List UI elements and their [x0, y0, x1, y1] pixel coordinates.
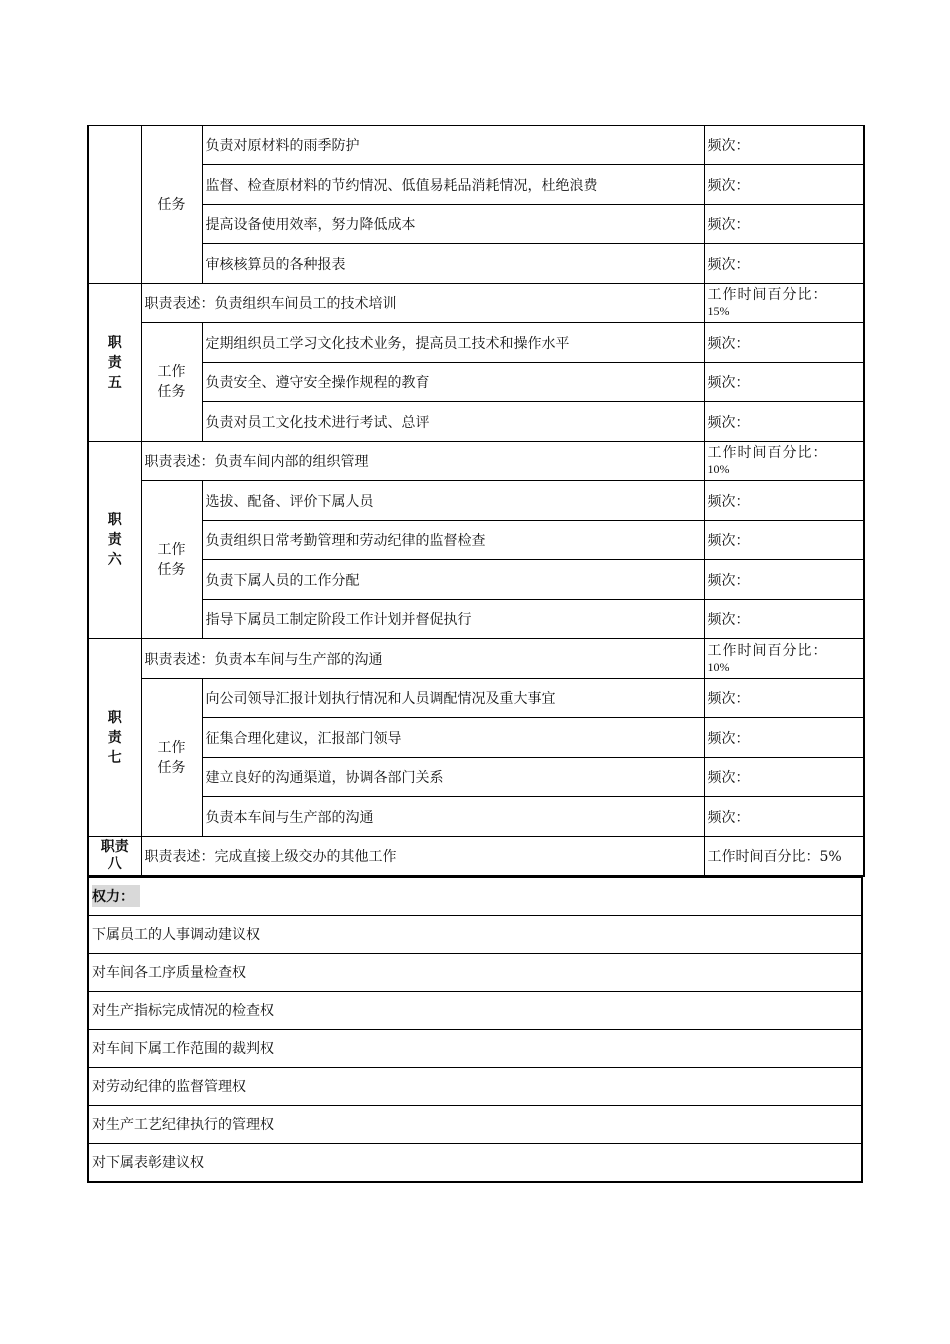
task-text: 建立良好的沟通渠道，协调各部门关系 [202, 758, 704, 797]
frequency-label: 频次： [704, 481, 864, 521]
powers-heading: 权力： [88, 877, 862, 915]
duties-table [87, 125, 865, 877]
frequency-label: 频次： [704, 521, 864, 560]
table-row [88, 679, 864, 718]
power-item: 对车间下属工作范围的裁判权 [88, 1029, 862, 1067]
responsibility-5-label: 职责五 [88, 284, 141, 442]
table-row [88, 481, 864, 521]
task-text: 负责本车间与生产部的沟通 [202, 797, 704, 837]
power-item: 对劳动纪律的监督管理权 [88, 1067, 862, 1105]
responsibility-description: 职责表述：负责组织车间员工的技术培训 [141, 284, 704, 323]
table-row [88, 560, 864, 600]
responsibility-description: 职责表述：负责车间内部的组织管理 [141, 442, 704, 481]
table-row [88, 877, 862, 915]
task-text: 审核核算员的各种报表 [202, 244, 704, 284]
frequency-label: 频次： [704, 165, 864, 205]
task-text: 负责下属人员的工作分配 [202, 560, 704, 600]
power-item: 对车间各工序质量检查权 [88, 953, 862, 991]
task-text: 负责对原材料的雨季防护 [202, 126, 704, 165]
task-text: 负责安全、遵守安全操作规程的教育 [202, 363, 704, 402]
frequency-label: 频次： [704, 323, 864, 363]
table-row [88, 1105, 862, 1143]
frequency-label: 频次： [704, 560, 864, 600]
resp-cell-empty [88, 126, 141, 284]
power-item: 对下属表彰建议权 [88, 1143, 862, 1182]
time-percentage: 工作时间百分比：5% [704, 837, 864, 876]
frequency-label: 频次： [704, 402, 864, 442]
table-row [88, 126, 864, 165]
task-text: 向公司领导汇报计划执行情况和人员调配情况及重大事宜 [202, 679, 704, 718]
responsibility-8-label: 职责八 [88, 837, 141, 876]
task-sub-label: 工作任务 [141, 679, 202, 837]
task-text: 定期组织员工学习文化技术业务，提高员工技术和操作水平 [202, 323, 704, 363]
responsibility-7-label: 职责七 [88, 639, 141, 837]
frequency-label: 频次： [704, 797, 864, 837]
powers-table [87, 877, 863, 1183]
power-item: 对生产工艺纪律执行的管理权 [88, 1105, 862, 1143]
frequency-label: 频次： [704, 600, 864, 639]
task-text: 征集合理化建议，汇报部门领导 [202, 718, 704, 758]
table-row [88, 915, 862, 953]
table-row [88, 442, 864, 481]
task-text: 提高设备使用效率，努力降低成本 [202, 205, 704, 244]
table-row [88, 323, 864, 363]
task-text: 负责组织日常考勤管理和劳动纪律的监督检查 [202, 521, 704, 560]
table-row [88, 284, 864, 323]
table-row [88, 1029, 862, 1067]
table-row [88, 205, 864, 244]
table-row [88, 639, 864, 679]
frequency-label: 频次： [704, 363, 864, 402]
table-row [88, 991, 862, 1029]
table-row [88, 797, 864, 837]
table-row [88, 718, 864, 758]
table-row [88, 1067, 862, 1105]
task-text: 监督、检查原材料的节约情况、低值易耗品消耗情况，杜绝浪费 [202, 165, 704, 205]
frequency-label: 频次： [704, 679, 864, 718]
task-text: 选拔、配备、评价下属人员 [202, 481, 704, 521]
power-item: 对生产指标完成情况的检查权 [88, 991, 862, 1029]
table-row [88, 244, 864, 284]
task-sub-label: 任务 [141, 126, 202, 284]
time-percentage: 工作时间百分比： 10% [704, 639, 864, 679]
frequency-label: 频次： [704, 758, 864, 797]
table-row [88, 521, 864, 560]
table-row [88, 953, 862, 991]
task-text: 指导下属员工制定阶段工作计划并督促执行 [202, 600, 704, 639]
task-sub-label: 工作任务 [141, 323, 202, 442]
responsibility-description: 职责表述：完成直接上级交办的其他工作 [141, 837, 704, 876]
time-percentage: 工作时间百分比： 15% [704, 284, 864, 323]
task-sub-label: 工作任务 [141, 481, 202, 639]
table-row [88, 165, 864, 205]
table-row [88, 758, 864, 797]
job-description-document [87, 125, 863, 1183]
table-row [88, 600, 864, 639]
frequency-label: 频次： [704, 718, 864, 758]
power-item: 下属员工的人事调动建议权 [88, 915, 862, 953]
task-text: 负责对员工文化技术进行考试、总评 [202, 402, 704, 442]
frequency-label: 频次： [704, 126, 864, 165]
frequency-label: 频次： [704, 205, 864, 244]
table-row [88, 402, 864, 442]
time-percentage: 工作时间百分比： 10% [704, 442, 864, 481]
frequency-label: 频次： [704, 244, 864, 284]
table-row [88, 363, 864, 402]
table-row [88, 837, 864, 876]
responsibility-description: 职责表述：负责本车间与生产部的沟通 [141, 639, 704, 679]
table-row [88, 1143, 862, 1182]
responsibility-6-label: 职责六 [88, 442, 141, 639]
